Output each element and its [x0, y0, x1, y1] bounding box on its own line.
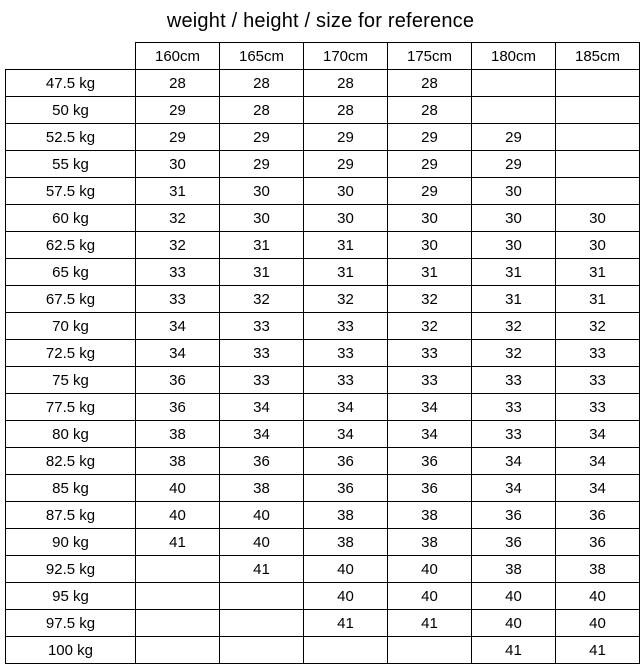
size-cell: 30 — [220, 205, 304, 232]
row-header-weight: 50 kg — [6, 97, 136, 124]
size-cell: 29 — [472, 151, 556, 178]
size-cell: 34 — [220, 421, 304, 448]
table-row — [6, 610, 640, 637]
table-row — [6, 232, 640, 259]
size-cell: 34 — [556, 475, 640, 502]
row-header-weight: 67.5 kg — [6, 286, 136, 313]
size-cell: 41 — [472, 637, 556, 664]
size-cell: 40 — [304, 556, 388, 583]
size-cell: 29 — [136, 97, 220, 124]
size-cell: 29 — [472, 124, 556, 151]
size-cell: 38 — [388, 529, 472, 556]
table-row — [6, 97, 640, 124]
size-cell: 33 — [472, 421, 556, 448]
size-cell: 32 — [388, 286, 472, 313]
size-cell: 40 — [388, 583, 472, 610]
row-header-weight: 47.5 kg — [6, 70, 136, 97]
row-header-weight: 95 kg — [6, 583, 136, 610]
table-row — [6, 448, 640, 475]
row-header-weight: 97.5 kg — [6, 610, 136, 637]
table-row — [6, 421, 640, 448]
row-header-weight: 62.5 kg — [6, 232, 136, 259]
size-cell: 36 — [556, 529, 640, 556]
size-cell: 40 — [472, 583, 556, 610]
table-row — [6, 556, 640, 583]
size-cell: 30 — [304, 178, 388, 205]
size-cell: 31 — [556, 259, 640, 286]
row-header-weight: 72.5 kg — [6, 340, 136, 367]
size-cell: 33 — [556, 340, 640, 367]
table-row — [6, 286, 640, 313]
size-cell: 28 — [220, 70, 304, 97]
size-cell: 30 — [220, 178, 304, 205]
row-header-weight: 75 kg — [6, 367, 136, 394]
column-header-165cm: 165cm — [220, 43, 304, 70]
column-header-180cm: 180cm — [472, 43, 556, 70]
size-cell — [136, 610, 220, 637]
size-cell: 36 — [220, 448, 304, 475]
size-cell — [556, 151, 640, 178]
size-cell: 36 — [556, 502, 640, 529]
size-cell: 34 — [136, 313, 220, 340]
size-cell: 34 — [556, 421, 640, 448]
row-header-weight: 90 kg — [6, 529, 136, 556]
size-cell: 41 — [136, 529, 220, 556]
size-cell: 32 — [220, 286, 304, 313]
table-row — [6, 340, 640, 367]
size-cell: 33 — [556, 367, 640, 394]
column-header-185cm: 185cm — [556, 43, 640, 70]
row-header-weight: 60 kg — [6, 205, 136, 232]
size-cell: 30 — [472, 232, 556, 259]
size-cell: 36 — [304, 475, 388, 502]
size-cell: 31 — [304, 259, 388, 286]
size-cell — [556, 97, 640, 124]
size-cell: 33 — [304, 313, 388, 340]
row-header-weight: 57.5 kg — [6, 178, 136, 205]
size-cell: 38 — [136, 421, 220, 448]
size-cell: 34 — [304, 421, 388, 448]
size-cell: 31 — [220, 232, 304, 259]
row-header-weight: 52.5 kg — [6, 124, 136, 151]
row-header-weight: 70 kg — [6, 313, 136, 340]
column-header-175cm: 175cm — [388, 43, 472, 70]
table-corner-cell — [6, 43, 136, 70]
size-cell: 30 — [556, 232, 640, 259]
size-cell: 40 — [220, 502, 304, 529]
table-body — [6, 70, 640, 664]
size-cell: 40 — [472, 610, 556, 637]
table-row — [6, 124, 640, 151]
size-cell: 40 — [220, 529, 304, 556]
size-cell — [556, 178, 640, 205]
table-header-row — [6, 43, 640, 70]
size-cell: 31 — [556, 286, 640, 313]
size-cell: 34 — [556, 448, 640, 475]
row-header-weight: 100 kg — [6, 637, 136, 664]
column-header-170cm: 170cm — [304, 43, 388, 70]
size-cell: 31 — [472, 259, 556, 286]
size-cell: 36 — [388, 475, 472, 502]
size-cell: 30 — [304, 205, 388, 232]
size-cell: 29 — [388, 124, 472, 151]
size-cell: 32 — [472, 313, 556, 340]
page-title: weight / height / size for reference — [166, 10, 475, 32]
table-row — [6, 151, 640, 178]
size-cell: 41 — [220, 556, 304, 583]
table-row — [6, 502, 640, 529]
row-header-weight: 77.5 kg — [6, 394, 136, 421]
size-cell: 34 — [304, 394, 388, 421]
row-header-weight: 87.5 kg — [6, 502, 136, 529]
size-cell: 31 — [388, 259, 472, 286]
size-cell: 36 — [472, 502, 556, 529]
size-cell: 36 — [136, 367, 220, 394]
size-cell — [136, 556, 220, 583]
size-cell: 33 — [220, 340, 304, 367]
size-cell: 40 — [304, 583, 388, 610]
table-row — [6, 394, 640, 421]
size-cell: 29 — [304, 124, 388, 151]
table-row — [6, 178, 640, 205]
table-row — [6, 529, 640, 556]
size-cell: 33 — [136, 259, 220, 286]
size-cell: 29 — [220, 124, 304, 151]
size-cell: 34 — [472, 448, 556, 475]
size-cell: 34 — [220, 394, 304, 421]
size-cell: 34 — [472, 475, 556, 502]
table-row — [6, 583, 640, 610]
row-header-weight: 65 kg — [6, 259, 136, 286]
size-cell: 30 — [388, 205, 472, 232]
size-cell — [472, 97, 556, 124]
size-cell — [472, 70, 556, 97]
size-cell: 28 — [136, 70, 220, 97]
size-cell: 38 — [136, 448, 220, 475]
size-cell: 33 — [388, 340, 472, 367]
size-cell: 29 — [388, 151, 472, 178]
size-cell: 32 — [556, 313, 640, 340]
size-cell: 41 — [556, 637, 640, 664]
size-cell — [220, 637, 304, 664]
size-cell: 33 — [304, 367, 388, 394]
size-cell: 30 — [556, 205, 640, 232]
size-cell: 33 — [388, 367, 472, 394]
column-header-160cm: 160cm — [136, 43, 220, 70]
size-cell: 36 — [388, 448, 472, 475]
size-cell: 40 — [388, 556, 472, 583]
table-row — [6, 475, 640, 502]
size-cell: 41 — [388, 610, 472, 637]
size-cell: 28 — [220, 97, 304, 124]
size-cell: 33 — [220, 367, 304, 394]
size-cell: 32 — [136, 205, 220, 232]
size-cell: 30 — [472, 178, 556, 205]
size-reference-table — [5, 42, 640, 664]
size-cell: 33 — [136, 286, 220, 313]
table-row — [6, 205, 640, 232]
size-cell: 38 — [304, 502, 388, 529]
table-row — [6, 637, 640, 664]
size-cell: 32 — [388, 313, 472, 340]
table-header — [6, 43, 640, 70]
size-cell: 31 — [304, 232, 388, 259]
size-cell: 36 — [136, 394, 220, 421]
size-cell: 34 — [388, 394, 472, 421]
size-cell: 38 — [304, 529, 388, 556]
size-cell: 30 — [472, 205, 556, 232]
size-cell: 28 — [388, 97, 472, 124]
size-cell: 30 — [388, 232, 472, 259]
size-cell — [388, 637, 472, 664]
size-cell: 40 — [136, 475, 220, 502]
row-header-weight: 92.5 kg — [6, 556, 136, 583]
size-cell: 34 — [388, 421, 472, 448]
size-cell — [136, 583, 220, 610]
size-cell: 36 — [304, 448, 388, 475]
size-cell: 40 — [136, 502, 220, 529]
size-cell — [556, 70, 640, 97]
size-cell: 33 — [472, 367, 556, 394]
size-cell: 31 — [136, 178, 220, 205]
row-header-weight: 82.5 kg — [6, 448, 136, 475]
size-cell: 28 — [304, 97, 388, 124]
size-cell — [556, 124, 640, 151]
size-cell: 29 — [220, 151, 304, 178]
size-cell — [220, 583, 304, 610]
size-cell: 29 — [388, 178, 472, 205]
size-cell: 31 — [472, 286, 556, 313]
table-row — [6, 70, 640, 97]
size-cell: 29 — [304, 151, 388, 178]
size-cell: 33 — [220, 313, 304, 340]
size-cell: 40 — [556, 583, 640, 610]
table-row — [6, 313, 640, 340]
size-cell: 33 — [472, 394, 556, 421]
size-cell: 32 — [136, 232, 220, 259]
size-cell: 38 — [388, 502, 472, 529]
size-cell: 28 — [304, 70, 388, 97]
row-header-weight: 55 kg — [6, 151, 136, 178]
size-cell — [136, 637, 220, 664]
size-cell: 29 — [136, 124, 220, 151]
row-header-weight: 80 kg — [6, 421, 136, 448]
size-cell: 34 — [136, 340, 220, 367]
size-cell: 31 — [220, 259, 304, 286]
size-cell: 38 — [472, 556, 556, 583]
size-cell — [220, 610, 304, 637]
size-cell: 33 — [556, 394, 640, 421]
table-row — [6, 367, 640, 394]
size-cell: 38 — [556, 556, 640, 583]
size-cell: 32 — [304, 286, 388, 313]
size-cell: 36 — [472, 529, 556, 556]
size-cell: 38 — [220, 475, 304, 502]
size-cell: 41 — [304, 610, 388, 637]
size-cell: 33 — [304, 340, 388, 367]
size-cell — [304, 637, 388, 664]
size-cell: 30 — [136, 151, 220, 178]
table-row — [6, 259, 640, 286]
row-header-weight: 85 kg — [6, 475, 136, 502]
size-cell: 40 — [556, 610, 640, 637]
size-cell: 32 — [472, 340, 556, 367]
size-cell: 28 — [388, 70, 472, 97]
